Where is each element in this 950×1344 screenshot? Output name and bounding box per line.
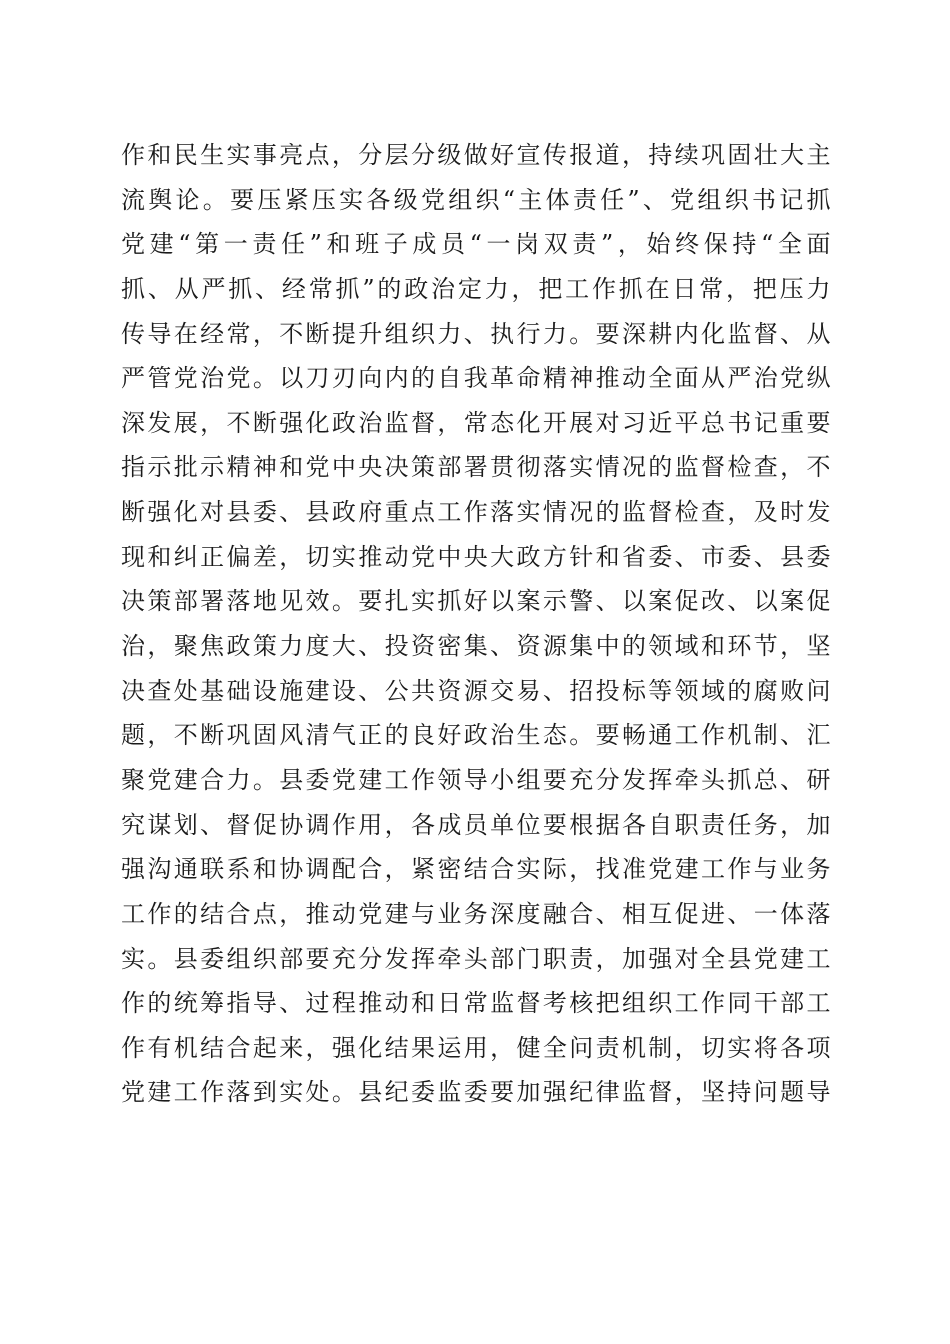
text-line-16: 究谋划、督促协调作用，各成员单位要根据各自职责任务，加 [121, 810, 831, 839]
text-line-7: 深发展，不断强化政治监督，常态化开展对习近平总书记重要 [121, 408, 831, 437]
text-line-20: 作的统筹指导、过程推动和日常监督考核把组织工作同干部工 [121, 989, 831, 1018]
text-line-6: 严管党治党。以刀刃向内的自我革命精神推动全面从严治党纵 [121, 364, 831, 393]
text-line-2: 流舆论。要压紧压实各级党组织“主体责任”、党组织书记抓 [121, 185, 831, 214]
text-line-13: 决查处基础设施建设、公共资源交易、招投标等领域的腐败问 [121, 676, 831, 705]
text-line-1: 作和民生实事亮点，分层分级做好宣传报道，持续巩固壮大主 [121, 141, 831, 169]
text-line-9: 断强化对县委、县政府重点工作落实情况的监督检查，及时发 [121, 498, 831, 527]
text-line-3: 党建“第一责任”和班子成员“一岗双责”，始终保持“全面 [121, 230, 831, 259]
text-line-18: 工作的结合点，推动党建与业务深度融合、相互促进、一体落 [121, 899, 831, 928]
text-line-11: 决策部署落地见效。要扎实抓好以案示警、以案促改、以案促 [121, 587, 831, 616]
text-line-4: 抓、从严抓、经常抓”的政治定力，把工作抓在日常，把压力 [121, 274, 831, 303]
text-line-15: 聚党建合力。县委党建工作领导小组要充分发挥牵头抓总、研 [121, 765, 831, 794]
text-line-10: 现和纠正偏差，切实推动党中央大政方针和省委、市委、县委 [121, 542, 831, 571]
body-text [121, 133, 831, 1115]
text-line-17: 强沟通联系和协调配合，紧密结合实际，找准党建工作与业务 [121, 855, 831, 884]
text-line-21: 作有机结合起来，强化结果运用，健全问责机制，切实将各项 [121, 1033, 831, 1062]
text-line-19: 实。县委组织部要充分发挥牵头部门职责，加强对全县党建工 [121, 944, 831, 973]
text-line-8: 指示批示精神和党中央决策部署贯彻落实情况的监督检查，不 [121, 453, 831, 482]
text-line-5: 传导在经常，不断提升组织力、执行力。要深耕内化监督、从 [121, 319, 831, 348]
text-line-14: 题，不断巩固风清气正的良好政治生态。要畅通工作机制、汇 [121, 721, 831, 750]
text-line-22: 党建工作落到实处。县纪委监委要加强纪律监督，坚持问题导 [121, 1078, 831, 1107]
text-line-12: 治，聚焦政策力度大、投资密集、资源集中的领域和环节，坚 [121, 632, 831, 661]
